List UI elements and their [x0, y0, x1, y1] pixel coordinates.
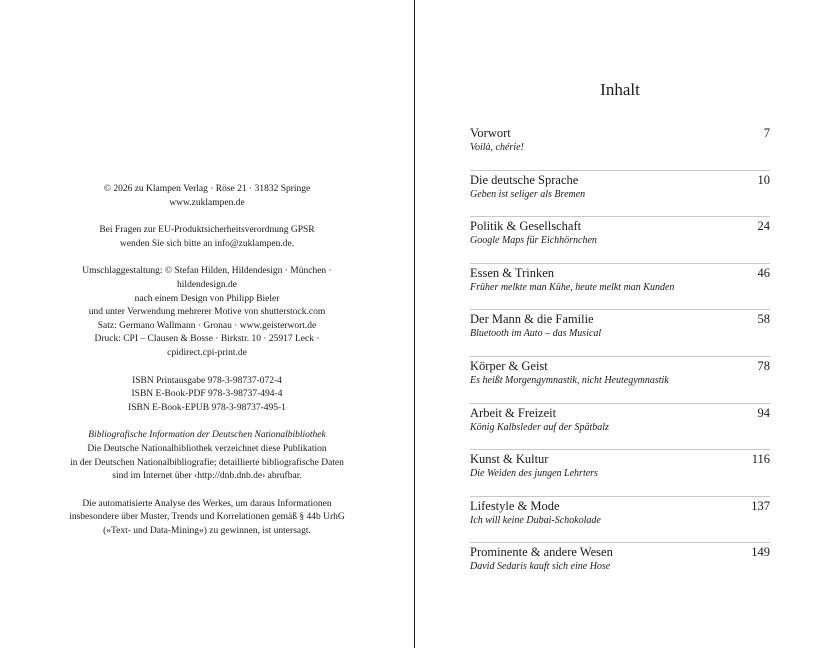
imprint-block	[62, 183, 352, 210]
imprint-page	[62, 183, 352, 552]
toc-entry	[470, 543, 770, 590]
imprint-line: Umschlaggestaltung: © Stefan Hilden, Hildendesign · München ·	[82, 266, 332, 277]
imprint-block	[62, 224, 352, 251]
imprint-line: (»Text- und Data-Mining«) zu gewinnen, ist untersagt.	[103, 525, 311, 536]
toc-chapter-subtitle: Geben ist seliger als Bremen	[470, 188, 586, 200]
imprint-line: www.zuklampen.de	[169, 197, 245, 208]
toc-page-number: 24	[757, 219, 770, 234]
toc-entry	[470, 217, 770, 264]
toc-chapter-subtitle: Voilà, chérie!	[470, 142, 524, 153]
toc-entry	[470, 171, 770, 218]
toc-entry	[470, 450, 770, 497]
toc-entry	[470, 124, 770, 171]
imprint-line: Bei Fragen zur EU-Produktsicherheitsverordnung GPSR	[99, 225, 315, 236]
toc-page-number: 46	[757, 265, 770, 280]
table-of-contents	[470, 124, 770, 590]
toc-page-number: 78	[757, 358, 770, 373]
imprint-line: Die automatisierte Analyse des Werkes, um daraus Informationen	[82, 498, 332, 509]
toc-entry	[470, 264, 770, 311]
toc-chapter-subtitle: Ich will keine Dubai-Schokolade	[470, 514, 601, 526]
imprint-line: © 2026 zu Klampen Verlag · Röse 21 · 31832 Springe	[103, 184, 311, 194]
toc-chapter-title: Lifestyle & Mode	[470, 498, 560, 513]
toc-chapter-subtitle: Google Maps für Eichhörnchen	[470, 235, 597, 247]
imprint-block	[62, 498, 352, 539]
toc-chapter-subtitle: Früher melkte man Kühe, heute melkt man Kunden	[470, 281, 675, 293]
imprint-block	[62, 265, 352, 360]
imprint-line: Satz: Germano Wallmann · Gronau · www.geisterwort.de	[97, 320, 317, 331]
page-gutter-divider	[414, 0, 415, 648]
toc-page-number: 94	[757, 405, 770, 420]
toc-chapter-title: Körper & Geist	[470, 358, 548, 373]
toc-chapter-title: Politik & Gesellschaft	[470, 219, 582, 234]
toc-chapter-subtitle: Bluetooth im Auto – das Musical	[470, 328, 602, 340]
toc-page-number: 137	[751, 498, 770, 513]
toc-chapter-title: Prominente & andere Wesen	[470, 545, 613, 560]
toc-chapter-title: Der Mann & die Familie	[470, 312, 594, 327]
imprint-line: hildendesign.de	[177, 279, 237, 290]
toc-entry	[470, 310, 770, 357]
imprint-line: sind im Internet über ‹http://dnb.dnb.de› abrufbar.	[112, 471, 302, 482]
imprint-line: ISBN E-Book-PDF 978-3-98737-494-4	[131, 389, 283, 400]
imprint-line: ISBN Printausgabe 978-3-98737-072-4	[132, 375, 282, 386]
imprint-block	[62, 429, 352, 443]
imprint-line: Die Deutsche Nationalbibliothek verzeichnet diese Publikation	[87, 443, 327, 454]
toc-title: Inhalt	[600, 80, 640, 99]
imprint-block	[62, 443, 352, 484]
imprint-block	[62, 375, 352, 416]
toc-chapter-subtitle: David Sedaris kauft sich eine Hose	[470, 561, 611, 573]
imprint-line: insbesondere über Muster, Trends und Korrelationen gemäß § 44b UrhG	[69, 512, 345, 523]
toc-chapter-subtitle: König Kalbsleder auf der Spätbalz	[470, 421, 609, 433]
imprint-line: Druck: CPI – Clausen & Bosse · Birkstr. 10 · 25917 Leck ·	[94, 334, 320, 345]
toc-page-number: 149	[751, 545, 770, 560]
toc-page-number: 7	[763, 126, 770, 140]
imprint-line: ISBN E-Book-EPUB 978-3-98737-495-1	[128, 402, 286, 413]
toc-chapter-title: Kunst & Kultur	[470, 452, 549, 467]
toc-chapter-subtitle: Es heißt Morgengymnastik, nicht Heutegymnastik	[470, 374, 669, 386]
imprint-line: und unter Verwendung mehrerer Motive von shutterstock.com	[88, 307, 326, 318]
toc-entry	[470, 404, 770, 451]
imprint-line: Bibliografische Information der Deutschen Nationalbibliothek	[88, 430, 326, 441]
toc-entry	[470, 497, 770, 544]
toc-chapter-title: Arbeit & Freizeit	[470, 405, 557, 420]
toc-page-number: 10	[757, 172, 770, 187]
toc-chapter-title: Essen & Trinken	[470, 265, 555, 280]
imprint-line: cpidirect.cpi-print.de	[167, 347, 247, 358]
toc-page-number: 116	[751, 452, 770, 467]
imprint-line: nach einem Design von Philipp Bieler	[134, 293, 280, 304]
imprint-line: in der Deutschen Nationalbibliografie; detaillierte bibliografische Daten	[70, 457, 344, 468]
toc-page-number: 58	[757, 312, 770, 327]
toc-chapter-title: Die deutsche Sprache	[470, 172, 579, 187]
toc-chapter-title: Vorwort	[470, 126, 511, 140]
toc-entry	[470, 357, 770, 404]
toc-chapter-subtitle: Die Weiden des jungen Lehrters	[470, 468, 598, 480]
imprint-line: wenden Sie sich bitte an info@zuklampen.de.	[119, 238, 295, 249]
